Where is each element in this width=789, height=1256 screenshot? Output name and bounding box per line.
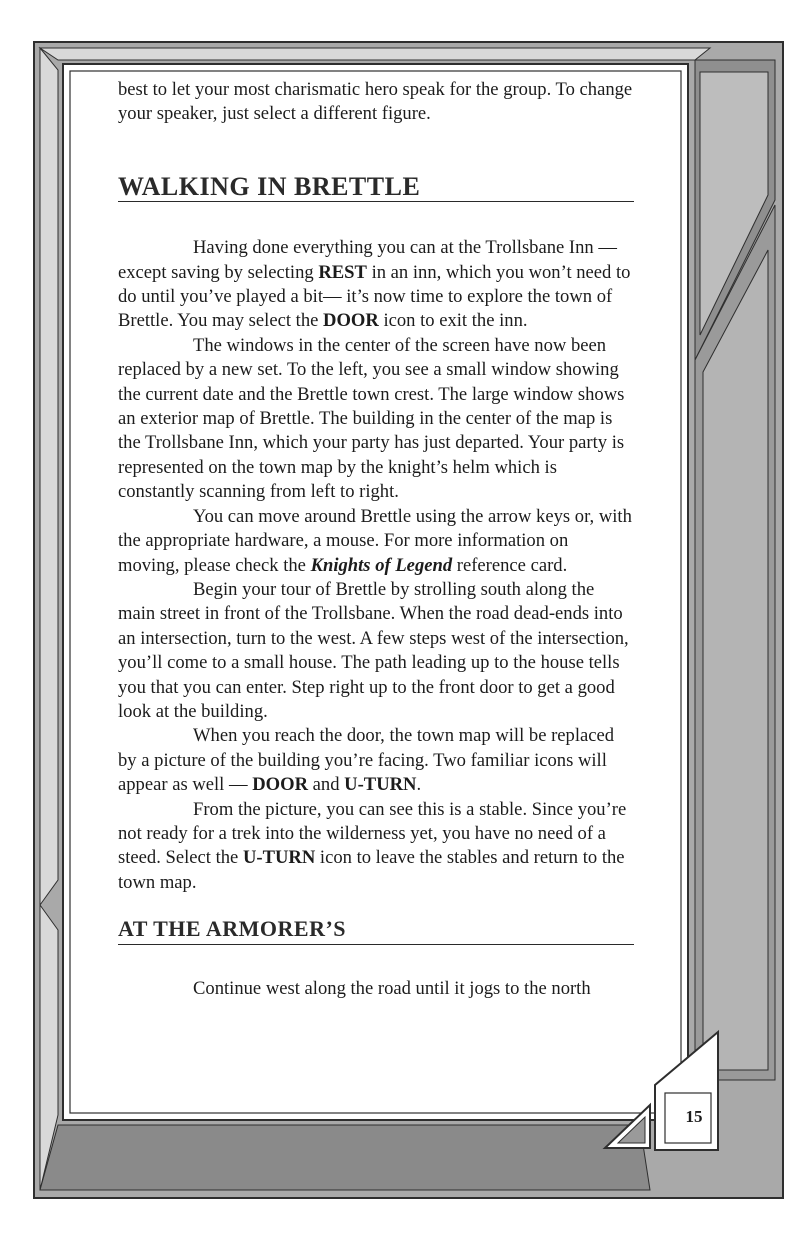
walking-paragraph-5: When you reach the door, the town map will be replaced by a picture of the building you’re facing. Two familiar icons will appear as well — DOOR and U-TURN. <box>118 725 615 796</box>
walking-paragraph-3: You can move around Brettle using the arrow keys or, with the appropriate hardware, a mouse. For more information on moving, please check the Knights of Legend reference card. <box>118 505 632 576</box>
walking-paragraph-2: The windows in the center of the screen have now been replaced by a new set. To the left, you see a small window showing the current date and the Brettle town crest. The large window shows an exterior map of Brettle. The building in the center of the map is the Trollsbane Inn, which your party has just departed. Your party is represented on the town map by the knight’s helm which is constantly scanning from left to right. <box>118 334 625 503</box>
border-top-bevel <box>40 48 710 60</box>
section-heading-walking: WALKING IN BRETTLE <box>118 175 634 202</box>
walking-paragraph-4: Begin your tour of Brettle by strolling south along the main street in front of the Trollsbane. When the road dead-ends into an intersection, turn to the west. A few steps west of the intersection, you’ll come to a small house. The path leading up to the house tells you that you can enter. Step right up to the front door to get a good look at the building. <box>118 578 629 722</box>
border-bottom-bevel <box>40 1125 650 1190</box>
page-content <box>118 78 634 1001</box>
walking-paragraph-6: From the picture, you can see this is a stable. Since you’re not ready for a trek into the wilderness yet, you have no need of a steed. Select the U-TURN icon to leave the stables and return to the town map. <box>118 798 627 893</box>
intro-paragraph: best to let your most charismatic hero speak for the group. To change your speaker, just select a different figure. <box>118 79 633 125</box>
walking-paragraph-1: Having done everything you can at the Trollsbane Inn — except saving by selecting REST in an inn, which you won’t need to do until you’ve played a bit— it’s now time to explore the town of Brettle. You may select the DOOR icon to exit the inn. <box>118 237 631 332</box>
border-left-bevel <box>40 48 58 905</box>
armorer-paragraph-1: Continue west along the road until it jogs to the north <box>193 977 591 999</box>
border-right-mid-bevel <box>703 250 768 1070</box>
page-number: 15 <box>685 1107 703 1126</box>
section-heading-armorer: AT THE ARMORER’S <box>118 917 634 944</box>
